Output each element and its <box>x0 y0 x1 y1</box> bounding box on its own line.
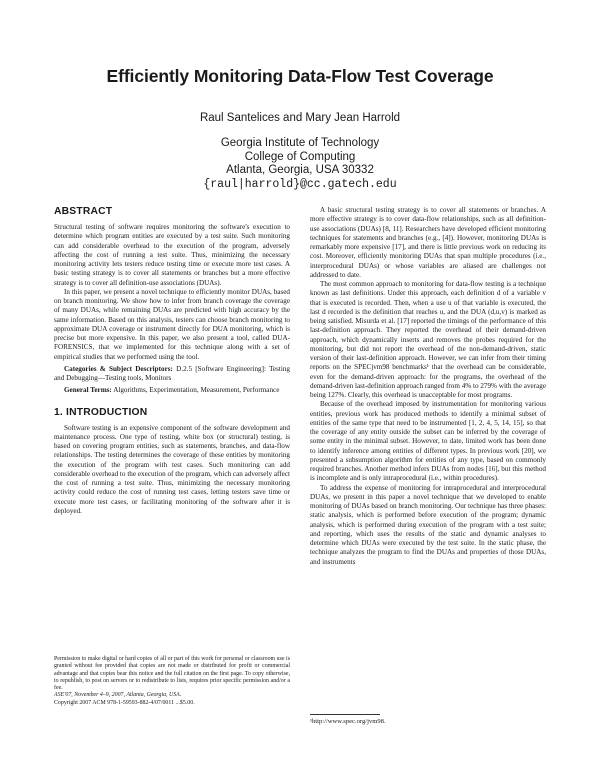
author-email: {raul|harrold}@cc.gatech.edu <box>203 178 397 191</box>
permission-text: Permission to make digital or hard copies of all or part of this work for personal or classroom use is granted without fee provided that copies are not made or distributed for profit or commercial advantage and that copies bear this notice and the full citation on the first page. To copy otherwise, to republish, to post on servers or to redistribute to lists, requires prior specific permission and/or a fee. <box>54 656 290 691</box>
terms-label: General Terms: <box>64 386 112 395</box>
intro-paragraph: Software testing is an expensive component of the software development and maintenance process. One type of testing, white box (or structural) testing, is based on covering program entities, such as statements, branches, and data-flow relationships. The testing determines the coverage of these entities by monitoring the execution of the program with test cases. Such monitoring can add considerable overhead to the execution of the program, which can adversely affect the cost of running a test suite. Thus, minimizing the necessary monitoring activity could reduce the cost of running test cases, letting testers save time or execute more test cases, or facilitating monitoring of the software after it is deployed. <box>54 423 290 515</box>
body-paragraph: Because of the overhead imposed by instrumentation for monitoring various entities, previous work has produced methods to identify a minimal subset of entities of the same type that need to be instrumented [1, 2, 4, 5, 14, 15], so that the coverage of any entity outside the subset can be inferred by the coverage of some entity in the minimal subset. However, to date, limited work has been done to identify inference among entities of different types. In previous work [20], we presented a subsumption algorithm for entities of any type, based on commonly required branches. Another method infers DUAs from nodes [16], but this method is incomplete and is only intraprocedural (i.e., within procedures). <box>310 400 546 483</box>
affiliation-line: College of Computing <box>244 150 356 163</box>
affiliation-line: Georgia Institute of Technology <box>220 137 380 149</box>
categories <box>54 365 290 384</box>
permission-notice <box>54 656 290 707</box>
body-paragraph: To address the expense of monitoring for intraprocedural and interprocedural DUAs, we present in this paper a novel technique that we developed to enable monitoring of DUAs based on branch monitoring. Our technique has three phases: static analysis, which is performed before execution of the program; dynamic analysis, which is performed during execution of the program with a test suite; and reporting, which uses the results of the static and dynamic analyses to determine which DUAs were executed by the test suite. In the static phase, the technique analyzes the program to find the DUAs and properties of those DUAs, and instruments <box>310 483 546 566</box>
body-paragraph: The most common approach to monitoring for data-flow testing is a technique known as last definitions. Under this approach, each definition d of a variable v that is executed is recorded. Then, when a use u of that variable is executed, the last d recorded is the definition that reaches u, and the DUA (d,u,v) is marked as being satisfied. Misurda et al. [17] reported the timings of the performance of this last-definition approach. They reported the overhead of their demand-driven approach, which dynamically inserts and removes the probes required for the monitoring, but did not report the overhead of the non-demand-driven, static version of their last-definition approach. However, we can infer from their timing reports on the SPECjvm98 benchmarks¹ that the overhead can be considerable, even for the demand-driven approach: for the programs, the overhead of the demand-driven last-definition approach ranged from 4% to 279% with the average being 127%. Clearly, this overhead is unacceptable for most programs. <box>310 280 546 399</box>
affiliation <box>0 137 600 178</box>
general-terms <box>54 386 290 395</box>
paper-title: Efficiently Monitoring Data-Flow Test Coverage <box>106 66 494 86</box>
authors: Raul Santelices and Mary Jean Harrold <box>199 112 401 124</box>
categories-text: D.2.5 [Software Engineering]: Testing and Debugging—Testing tools, Monitors <box>54 364 290 382</box>
categories-label: Categories & Subject Descriptors: <box>64 364 173 373</box>
affiliation-line: Atlanta, Georgia, USA 30332 <box>226 164 374 176</box>
abstract-heading: ABSTRACT <box>54 206 113 217</box>
footnote: ¹http://www.spec.org/jvm98. <box>310 718 386 725</box>
intro-heading: 1. INTRODUCTION <box>54 406 148 418</box>
body-paragraph: A basic structural testing strategy is to cover all statements or branches. A more effective strategy is to cover data-flow relationships, such as all definition-use associations (DUAs) [8, 11]. Researchers have developed efficient monitoring techniques for statements and branches (e.g., [4]). However, monitoring DUAs is remarkably more expensive [17], and there is little previous work on reducing its cost. Moreover, efficiently monitoring DUAs that span multiple procedures (i.e., interprocedural DUAs) or whose variables are aliased are challenges not addressed to date. <box>310 206 546 279</box>
copyright: Copyright 2007 ACM 978-1-59593-882-4/07/0011 ...$5.00. <box>54 699 195 706</box>
venue: ASE'07, November 4–9, 2007, Atlanta, Georgia, USA. <box>54 692 182 699</box>
abstract-paragraph: Structural testing of software requires monitoring the software's execution to determine which program entities are executed by a test suite. Such monitoring can add considerable overhead to the execution of the program, adversely affecting the cost of running a test suite. Thus, minimizing the necessary monitoring activity lets testers reduce testing time or execute more test cases. A basic testing strategy is to cover all statements or branches but a more effective strategy is to cover all definition-use associations (DUAs). <box>54 223 290 287</box>
right-column <box>310 206 546 567</box>
left-column <box>54 206 290 516</box>
terms-text: Algorithms, Experimentation, Measurement, Performance <box>111 386 280 395</box>
abstract-paragraph: In this paper, we present a novel technique to efficiently monitor DUAs, based on branch monitoring. We show how to infer from branch coverage the coverage of many DUAs, while remaining DUAs are predicted with high accuracy by the same information. Based on this analysis, testers can choose branch monitoring to approximate DUA coverage or instrument directly for DUA monitoring, which is precise but more expensive. In this paper, we also present a tool, called DUA-FORENSICS, that we implemented for this technique along with a set of empirical studies that we performed using the tool. <box>54 287 290 361</box>
footnote-rule <box>310 714 380 715</box>
